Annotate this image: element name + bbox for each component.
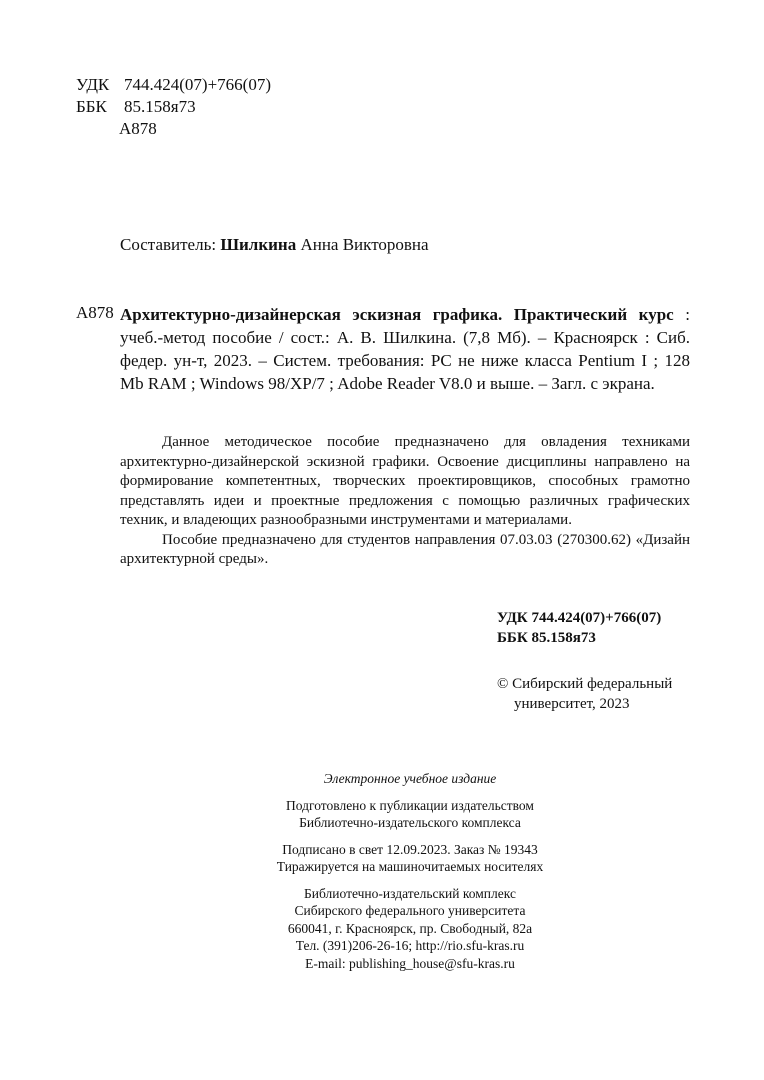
compiler-line — [120, 235, 429, 255]
book-title: Архитектурно-дизайнерская эскизная графика. Практический курс — [120, 305, 674, 324]
bbk-label: ББК — [76, 97, 107, 116]
email-line: E-mail: publishing_house@sfu-kras.ru — [305, 955, 515, 971]
bbk-right: ББК 85.158я73 — [497, 629, 596, 646]
bibliographic-code: А878 — [76, 303, 114, 322]
prepared-line-1: Подготовлено к публикации издательством — [286, 797, 534, 813]
annotation-paragraph-2: Пособие предназначено для студентов направления 07.03.03 (270300.62) «Дизайн архитектурной среды». — [120, 531, 690, 567]
imprint-block — [200, 770, 620, 972]
author-sign: А878 — [119, 119, 157, 138]
copyright-line-1: © Сибирский федеральный — [497, 676, 673, 692]
udk-value: 744.424(07)+766(07) — [124, 75, 271, 94]
copyright-line-2: университет, 2023 — [514, 695, 630, 712]
edition-type: Электронное учебное издание — [323, 771, 497, 786]
address-line: 660041, г. Красноярск, пр. Свободный, 82а — [287, 920, 533, 936]
bbk-row — [76, 96, 271, 118]
prepared-line-2: Библиотечно-издательского комплекса — [299, 815, 521, 830]
udk-label: УДК — [76, 75, 110, 94]
compiler-label: Составитель: — [120, 235, 217, 254]
annotation — [120, 433, 690, 570]
phone-line: Тел. (391)206-26-16; http://rio.sfu-kras.ru — [295, 938, 525, 953]
signed-line: Подписано в свет 12.09.2023. Заказ № 19343 — [282, 841, 538, 857]
replicated-line: Тиражируется на машиночитаемых носителях — [276, 859, 544, 874]
classification-codes — [76, 74, 271, 140]
compiler-name: Анна Викторовна — [300, 235, 429, 254]
bibliographic-description — [120, 303, 690, 395]
copyright-notice — [497, 675, 672, 714]
udk-right: УДК 744.424(07)+766(07) — [497, 610, 662, 626]
book-details: : учеб.-метод пособие / сост.: А. В. Шилкина. (7,8 Мб). – Красноярск : Сиб. федер. ун-т, 2023. – Систем. требования: PC не ниже класса Pentium I ; 128 Mb RAM ; Windows 98/XP/7 ; Adobe Reader V8.0 и выше. – Загл. с экрана. — [120, 305, 690, 393]
annotation-paragraph-1: Данное методическое пособие предназначено для овладения техниками архитектурно-дизайнерской эскизной графики. Освоение дисциплины направлено на формирование компетентных, творческих проектировщиков, способных грамотно представлять идеи и проектные предложения с помощью различных графических техник, и владеющих разнообразными инструментами и материалами. — [120, 434, 690, 528]
bbk-value: 85.158я73 — [124, 97, 196, 116]
classification-codes-right — [497, 609, 661, 648]
udk-row — [76, 74, 271, 96]
publisher-line-2: Сибирского федерального университета — [294, 903, 526, 918]
publisher-line-1: Библиотечно-издательский комплекс — [304, 885, 516, 901]
compiler-surname: Шилкина — [220, 235, 297, 254]
